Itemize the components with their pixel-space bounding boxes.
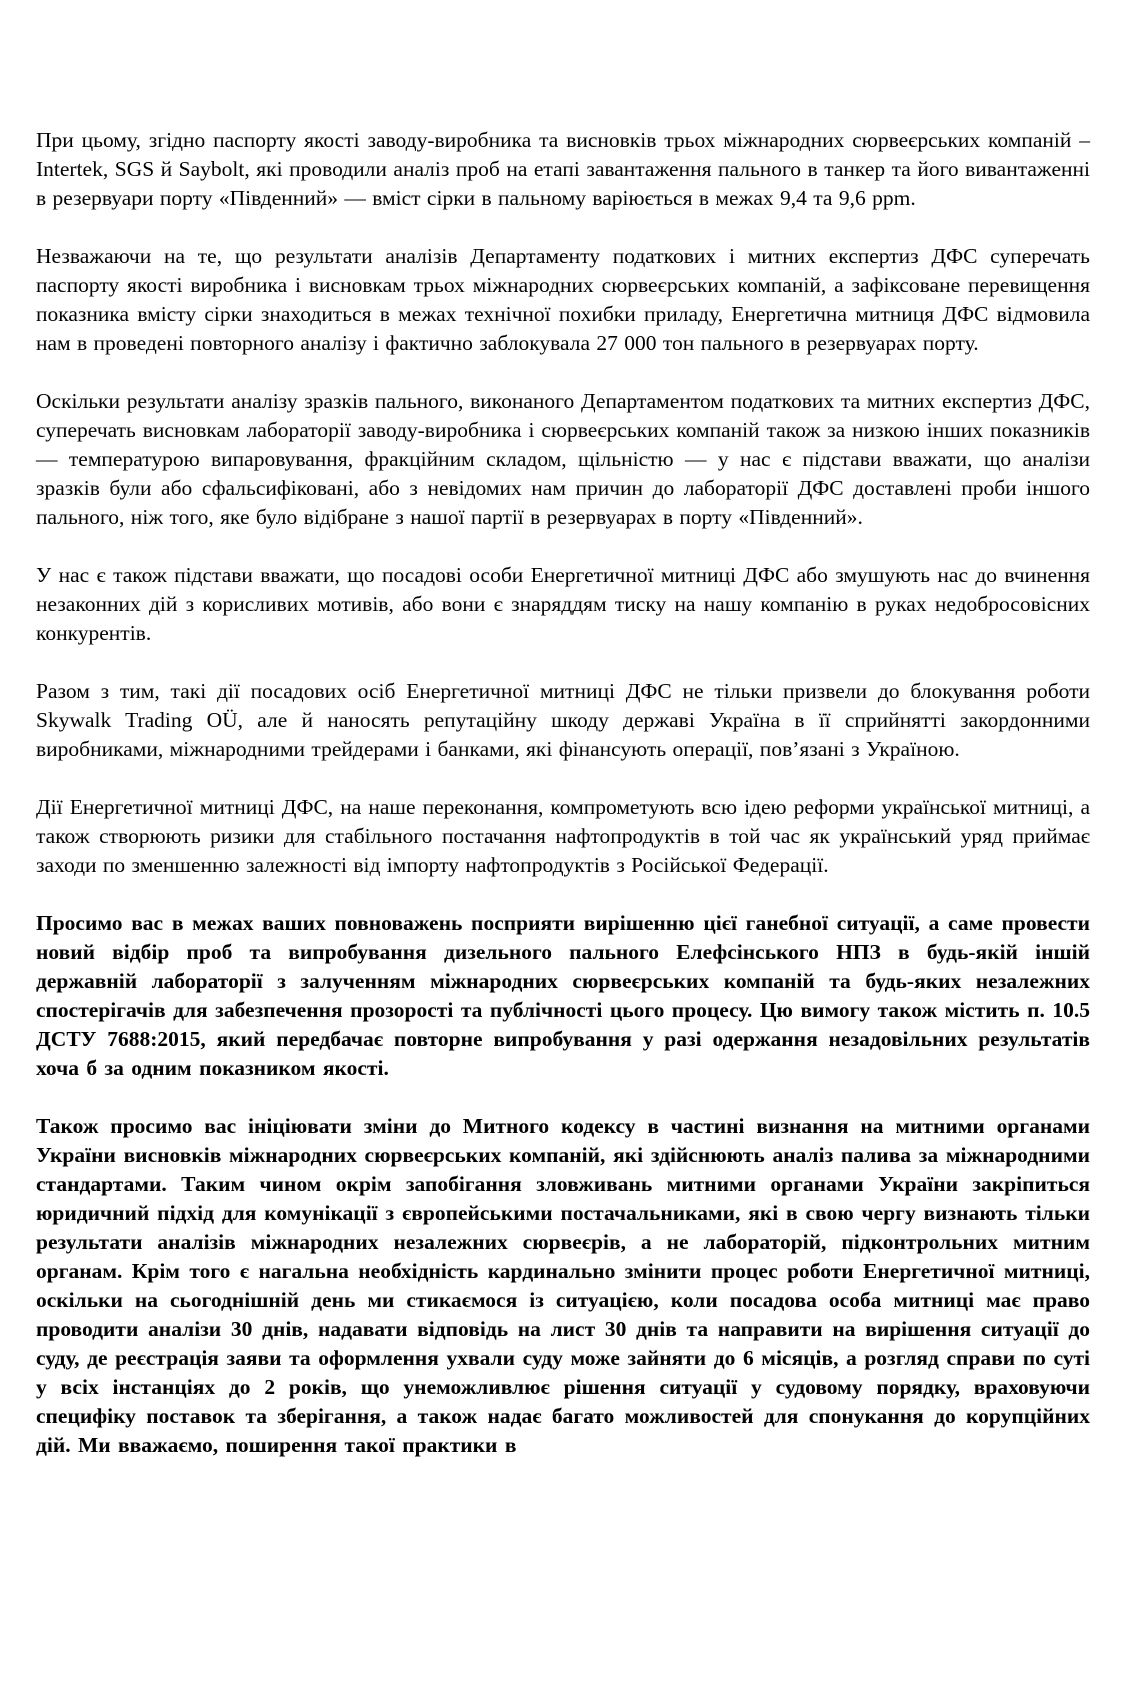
paragraph-request-retesting: Просимо вас в межах ваших повноважень посприяти вирішенню цієї ганебної ситуації, а саме провести новий відбір проб та випробування дизельного пального Елефсінського НПЗ в будь-якій іншій державній лабораторії з залученням міжнародних сюрвеєрських компаній та будь-яких незалежних спостерігачів для забезпечення прозорості та публічності цього процесу. Цю вимогу також містить п. 10.5 ДСТУ 7688:2015, який передбачає повторне випробування у разі одержання незадовільних результатів хоча б за одним показником якості. xyxy=(36,911,1090,1080)
paragraph-customs-reform-risks: Дії Енергетичної митниці ДФС, на наше переконання, компрометують всю ідею реформи української митниці, а також створюють ризики для стабільного постачання нафтопродуктів в той час як український уряд приймає заходи по зменшенню залежності від імпорту нафтопродуктів з Російської Федерації. xyxy=(36,795,1090,877)
paragraph-quality-passport: При цьому, згідно паспорту якості заводу-виробника та висновків трьох міжнародних сюрвеєрських компаній – Intertek, SGS й Saybolt, які проводили аналіз проб на етапі завантаження пального в танкер та його вивантаженні в резервуари порту «Південний» — вміст сірки в пальному варіюється в межах 9,4 та 9,6 ppm. xyxy=(36,128,1090,210)
document-body xyxy=(36,126,1090,1489)
paragraph-analysis-contradiction: Незважаючи на те, що результати аналізів Департаменту податкових і митних експертиз ДФС суперечать паспорту якості виробника і висновкам трьох міжнародних сюрвеєрських компаній, а зафіксоване перевищення показника вмісту сірки знаходиться в межах технічної похибки приладу, Енергетична митниця ДФС відмовила нам в проведені повторного аналізу і фактично заблокувала 27 000 тон пального в резервуарах порту. xyxy=(36,244,1090,355)
paragraph-reputation-damage: Разом з тим, такі дії посадових осіб Енергетичної митниці ДФС не тільки призвели до блокування роботи Skywalk Trading OÜ, але й наносять репутаційну шкоду державі Україна в її сприйнятті закордонними виробниками, міжнародними трейдерами і банками, які фінансують операції, пов’язані з Україною. xyxy=(36,679,1090,761)
paragraph-request-code-changes: Також просимо вас ініціювати зміни до Митного кодексу в частині визнання на митними органами України висновків міжнародних сюрвеєрських компаній, які здійснюють аналіз палива за міжнародними стандартами. Таким чином окрім запобігання зловживань митними органами України закріпиться юридичний підхід для комунікації з європейськими постачальниками, які в свою чергу визнають тільки результати аналізів міжнародних незалежних сюрвеєрів, а не лабораторій, підконтрольних митним органам. Крім того є нагальна необхідність кардинально змінити процес роботи Енергетичної митниці, оскільки на сьогоднішній день ми стикаємося із ситуацією, коли посадова особа митниці має право проводити аналізи 30 днів, надавати відповідь на лист 30 днів та направити на вирішення ситуації до суду, де реєстрація заяви та оформлення ухвали суду може зайняти до 6 місяців, а розгляд справи по суті у всіх інстанціях до 2 років, що унеможливлює рішення ситуації у судовому порядку, враховуючи специфіку поставок та зберігання, а також надає багато можливостей для спонукання до корупційних дій. Ми вважаємо, поширення такої практики в xyxy=(36,1114,1090,1457)
paragraph-falsification-suspicion: Оскільки результати аналізу зразків пального, виконаного Департаментом податкових та митних експертиз ДФС, суперечать висновкам лабораторії заводу-виробника і сюрвеєрських компаній також за низкою інших показників — температурою випаровування, фракційним складом, щільністю — у нас є підстави вважати, що аналізи зразків були або сфальсифіковані, або з невідомих нам причин до лабораторії ДФС доставлені проби іншого пального, ніж того, яке було відібране з нашої партії в резервуарах в порту «Південний». xyxy=(36,389,1090,529)
paragraph-officials-motives: У нас є також підстави вважати, що посадові особи Енергетичної митниці ДФС або змушують нас до вчинення незаконних дій з корисливих мотивів, або вони є знаряддям тиску на нашу компанію в руках недобросовісних конкурентів. xyxy=(36,563,1090,645)
